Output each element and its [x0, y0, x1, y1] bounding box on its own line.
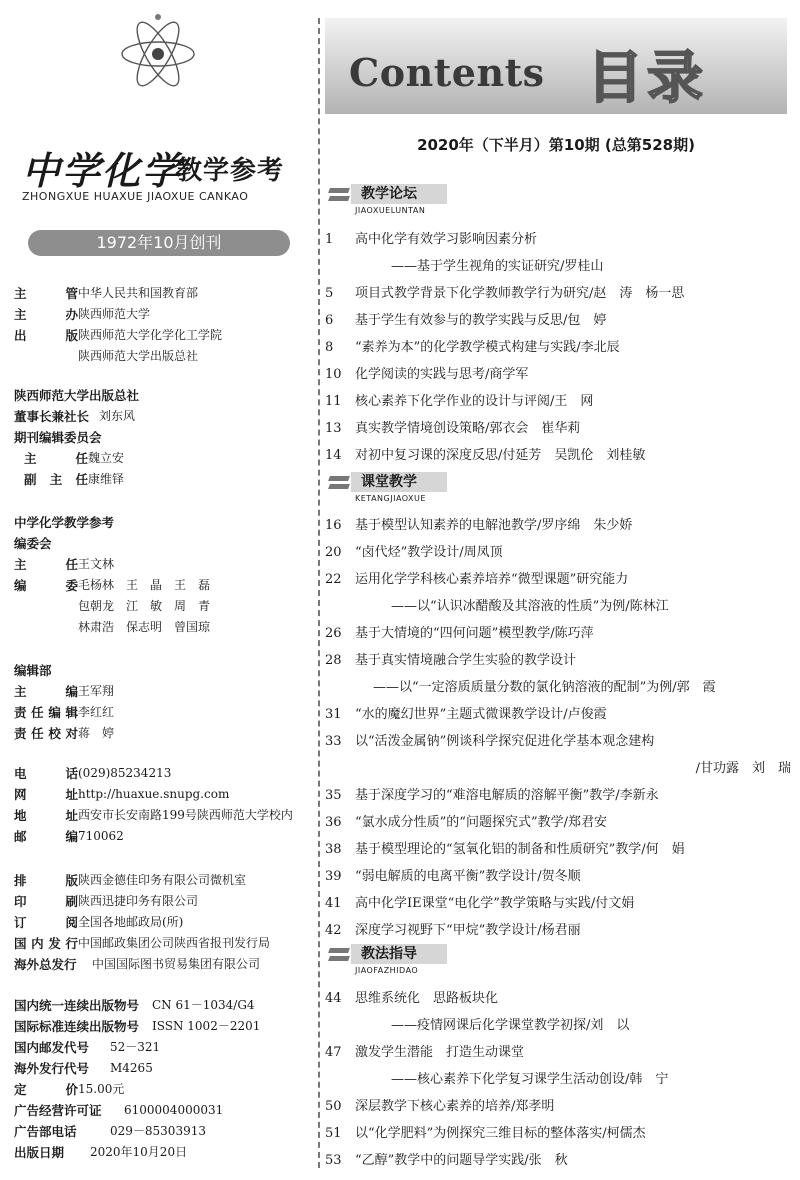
toc-title: “弱电解质的电离平衡”教学设计/贺冬顺 — [355, 869, 581, 884]
toc-title: 深度学习视野下“甲烷”教学设计/杨君丽 — [355, 923, 581, 938]
info-value: 陕西师范大学出版总社 — [78, 349, 199, 363]
toc-page: 11 — [325, 394, 342, 409]
info-value: 魏立安 — [88, 451, 125, 465]
journal-logo — [22, 138, 302, 204]
toc-entry[interactable] — [325, 755, 793, 782]
toc-entry[interactable] — [325, 280, 793, 307]
printing-block — [14, 870, 270, 975]
info-value: 52－321 — [110, 1040, 161, 1054]
press-org: 陕西师范大学出版总社 — [14, 388, 140, 403]
info-key: 网 址 — [14, 787, 78, 802]
contents-title-zh: 目录 — [587, 46, 707, 111]
info-key: 主 办 — [14, 307, 78, 322]
contact-block — [14, 763, 293, 847]
toc-subtitle: ——核心素养下化学复习课学生活动创设/韩 宁 — [391, 1072, 669, 1087]
toc-entry[interactable] — [325, 226, 793, 253]
toc-list-section-2 — [325, 512, 793, 944]
toc-entry[interactable] — [325, 647, 793, 674]
info-value: 全国各地邮政局(所) — [78, 915, 184, 929]
section-title: 教法指导 — [351, 944, 447, 964]
board-heading: 编委会 — [14, 536, 52, 551]
toc-list-section-3 — [325, 985, 793, 1174]
toc-page: 28 — [325, 653, 342, 668]
section-header-ketang-jiaoxue — [325, 472, 465, 504]
section-title: 课堂教学 — [351, 472, 447, 492]
toc-page: 6 — [325, 313, 334, 328]
contents-column — [325, 0, 795, 1180]
toc-page: 53 — [325, 1153, 342, 1168]
toc-entry[interactable] — [325, 361, 793, 388]
toc-entry[interactable] — [325, 782, 793, 809]
dept-heading: 编辑部 — [14, 663, 52, 678]
toc-title: 基于大情境的“四何问题”模型教学/陈巧萍 — [355, 626, 594, 641]
toc-page: 33 — [325, 734, 342, 749]
info-value: 6100004000031 — [124, 1103, 224, 1117]
toc-entry[interactable] — [325, 1093, 793, 1120]
info-key: 海外总发行 — [14, 957, 77, 972]
toc-page: 5 — [325, 286, 334, 301]
toc-title: “素养为本”的化学教学模式构建与实践/李北辰 — [355, 340, 620, 355]
toc-entry[interactable] — [325, 1039, 793, 1066]
toc-entry[interactable] — [325, 809, 793, 836]
info-key: 广告部电话 — [14, 1124, 77, 1139]
toc-entry[interactable] — [325, 836, 793, 863]
info-value: 刘东风 — [99, 409, 136, 423]
editorial-office-block — [14, 660, 114, 744]
toc-title: 基于深度学习的“难溶电解质的溶解平衡”教学/李新永 — [355, 788, 659, 803]
toc-title: 真实教学情境创设策略/郭衣会 崔华莉 — [355, 421, 581, 436]
toc-title: 核心素养下化学作业的设计与评阅/王 网 — [355, 394, 594, 409]
section-header-jiaoxue-luntan — [325, 184, 465, 216]
toc-entry[interactable] — [325, 442, 793, 469]
toc-title: “氯水成分性质”的“问题探究式”教学/郑君安 — [355, 815, 607, 830]
committee-heading: 期刊编辑委员会 — [14, 430, 102, 445]
toc-page: 38 — [325, 842, 342, 857]
info-value: ISSN 1002－2201 — [152, 1019, 261, 1033]
section-bars-icon — [329, 188, 349, 202]
info-key: 海外发行代号 — [14, 1061, 90, 1076]
info-value: CN 61－1034/G4 — [152, 998, 255, 1012]
toc-entry[interactable] — [325, 566, 793, 593]
info-key: 主 任 — [24, 451, 88, 466]
info-key: 印 刷 — [14, 894, 78, 909]
toc-page: 42 — [325, 923, 342, 938]
toc-entry[interactable] — [325, 1147, 793, 1174]
info-key — [14, 346, 78, 367]
info-value: 中华人民共和国教育部 — [78, 286, 199, 300]
info-key: 订 阅 — [14, 915, 78, 930]
toc-title: “水的魔幻世界”主题式微课教学设计/卢俊霞 — [355, 707, 607, 722]
toc-page: 22 — [325, 572, 342, 587]
info-value: 029－85303913 — [110, 1124, 206, 1138]
toc-page: 35 — [325, 788, 342, 803]
toc-entry[interactable] — [325, 539, 793, 566]
info-key: 主 编 — [14, 684, 78, 699]
info-key: 出 版 — [14, 328, 78, 343]
info-key: 董事长兼社长 — [14, 409, 90, 424]
toc-title: “乙醇”教学中的问题导学实践/张 秋 — [355, 1153, 568, 1168]
toc-page: 14 — [325, 448, 342, 463]
toc-title: 深层教学下核心素养的培养/郑孝明 — [355, 1099, 555, 1114]
toc-page: 10 — [325, 367, 342, 382]
toc-authors: /甘功露 刘 瑞 — [695, 761, 791, 776]
info-key: 电 话 — [14, 766, 78, 781]
toc-page: 1 — [325, 232, 334, 247]
info-value: 中国邮政集团公司陕西省报刊发行局 — [78, 936, 271, 950]
info-key: 出版日期 — [14, 1145, 65, 1160]
toc-title: 激发学生潜能 打造生动课堂 — [355, 1045, 525, 1060]
toc-entry[interactable] — [325, 1120, 793, 1147]
postcode-value: 710062 — [78, 829, 124, 843]
toc-list-section-1 — [325, 226, 793, 469]
info-value: 康维铎 — [88, 472, 125, 486]
toc-title: 运用化学学科核心素养培养“微型课题”研究能力 — [355, 572, 629, 587]
toc-entry[interactable] — [325, 1012, 793, 1039]
info-value: 蒋 婷 — [78, 726, 115, 740]
info-key: 定 价 — [14, 1082, 78, 1097]
info-key: 邮 编 — [14, 829, 78, 844]
toc-entry[interactable] — [325, 1066, 793, 1093]
section-header-jiaofa-zhidao — [325, 944, 465, 976]
info-key: 责任编辑 — [14, 705, 78, 720]
toc-subtitle: ——疫情网课后化学课堂教学初探/刘 以 — [391, 1018, 630, 1033]
toc-title: 化学阅读的实践与思考/商学军 — [355, 367, 529, 382]
info-key: 排 版 — [14, 873, 78, 888]
toc-entry[interactable] — [325, 890, 793, 917]
toc-title: 基于模型认知素养的电解池教学/罗序绵 朱少娇 — [355, 518, 633, 533]
section-pinyin: JIAOFAZHIDAO — [355, 966, 419, 975]
toc-page: 8 — [325, 340, 334, 355]
toc-entry[interactable] — [325, 307, 793, 334]
toc-entry[interactable] — [325, 674, 793, 701]
board-members: 包朝龙 江 敏 周 青 — [78, 599, 211, 613]
toc-title: 高中化学有效学习影响因素分析 — [355, 232, 538, 247]
info-key: 国际标准连续出版物号 — [14, 1019, 140, 1034]
toc-page: 51 — [325, 1126, 342, 1141]
info-key: 国内统一连续出版物号 — [14, 998, 140, 1013]
toc-page: 20 — [325, 545, 342, 560]
column-divider — [318, 18, 320, 1168]
toc-entry[interactable] — [325, 728, 793, 755]
toc-title: 项目式教学背景下化学教师教学行为研究/赵 涛 杨一思 — [355, 286, 685, 301]
atom-icon — [118, 10, 198, 90]
info-key: 广告经营许可证 — [14, 1103, 102, 1118]
toc-page: 36 — [325, 815, 342, 830]
info-value: 李红红 — [78, 705, 115, 719]
toc-entry[interactable] — [325, 253, 793, 280]
toc-entry[interactable] — [325, 985, 793, 1012]
toc-entry[interactable] — [325, 334, 793, 361]
section-bars-icon — [329, 948, 349, 962]
toc-page: 31 — [325, 707, 342, 722]
info-key: 国内邮发代号 — [14, 1040, 90, 1055]
toc-entry[interactable] — [325, 863, 793, 890]
toc-page: 41 — [325, 896, 342, 911]
toc-page: 16 — [325, 518, 342, 533]
section-title: 教学论坛 — [351, 184, 447, 204]
editorial-board-block — [14, 512, 210, 638]
issue-number: 2020年（下半月）第10期 (总第528期) — [417, 136, 695, 154]
toc-entry[interactable] — [325, 701, 793, 728]
toc-page: 13 — [325, 421, 342, 436]
info-key: 编 委 — [14, 578, 78, 593]
price-value: 15.00元 — [78, 1082, 125, 1096]
toc-subtitle: ——基于学生视角的实证研究/罗桂山 — [391, 259, 604, 274]
board-members: 毛杨林 王 晶 王 磊 — [78, 578, 211, 592]
toc-entry[interactable] — [325, 415, 793, 442]
journal-name: 中学化学教学参考 — [14, 515, 115, 530]
info-value: 陕西师范大学 — [78, 307, 151, 321]
toc-entry[interactable] — [325, 917, 793, 944]
logo-pinyin: ZHONGXUE HUAXUE JIAOXUE CANKAO — [22, 190, 249, 203]
info-value: 陕西师范大学化学化工学院 — [78, 328, 223, 342]
section-pinyin: JIAOXUELUNTAN — [355, 206, 426, 215]
toc-entry[interactable] — [325, 593, 793, 620]
contents-banner — [325, 18, 787, 114]
info-value: 陕西迅捷印务有限公司 — [78, 894, 199, 908]
publisher-block — [14, 283, 222, 367]
info-key: 责任校对 — [14, 726, 78, 741]
info-key: 国内发行 — [14, 936, 78, 951]
toc-entry[interactable] — [325, 512, 793, 539]
toc-page: 50 — [325, 1099, 342, 1114]
toc-entry[interactable] — [325, 620, 793, 647]
toc-page: 26 — [325, 626, 342, 641]
info-value: M4265 — [110, 1061, 153, 1075]
toc-page: 44 — [325, 991, 342, 1006]
info-value: 中国国际图书贸易集团有限公司 — [92, 957, 261, 971]
section-bars-icon — [329, 476, 349, 490]
section-pinyin: KETANGJIAOXUE — [355, 494, 426, 503]
toc-subtitle: ——以“认识冰醋酸及其溶液的性质”为例/陈林江 — [391, 599, 669, 614]
toc-page: 39 — [325, 869, 342, 884]
website-link[interactable]: http://huaxue.snupg.com — [78, 787, 230, 801]
contents-title-en: Contents — [349, 50, 545, 95]
info-value: 陕西金德佳印务有限公司微机室 — [78, 873, 247, 887]
logo-title-cn: 中学化学 — [22, 148, 183, 193]
info-key: 副 主 任 — [24, 472, 88, 487]
toc-title: 高中化学IE课堂“电化学”教学策略与实践/付文娟 — [355, 896, 635, 911]
phone-value: (029)85234213 — [78, 766, 172, 780]
toc-title: 以“化学肥料”为例探究三维目标的整体落实/柯儒杰 — [355, 1126, 646, 1141]
toc-title: “卤代烃”教学设计/周凤顶 — [355, 545, 503, 560]
toc-entry[interactable] — [325, 388, 793, 415]
toc-title: 以“活泼金属钠”例谈科学探究促进化学基本观念建构 — [355, 734, 655, 749]
pub-date-value: 2020年10月20日 — [90, 1145, 188, 1159]
address-value: 西安市长安南路199号陕西师范大学校内 — [78, 808, 293, 822]
registration-block — [14, 995, 260, 1163]
info-value: 王军翔 — [78, 684, 115, 698]
toc-title: 基于模型理论的“氢氧化铝的制备和性质研究”教学/何 娟 — [355, 842, 685, 857]
info-key: 主 任 — [14, 557, 78, 572]
toc-title: 思维系统化 思路板块化 — [355, 991, 499, 1006]
toc-title: 对初中复习课的深度反思/付延芳 吴凯伦 刘桂敏 — [355, 448, 646, 463]
info-key: 地 址 — [14, 808, 78, 823]
info-key: 主 管 — [14, 286, 78, 301]
masthead-column — [0, 0, 312, 1180]
logo-title-cn2: 教学参考 — [176, 156, 285, 186]
founded-badge: 1972年10月创刊 — [28, 230, 290, 256]
toc-subtitle: ——以“一定溶质质量分数的氯化钠溶液的配制”为例/郭 霞 — [373, 680, 716, 695]
toc-title: 基于真实情境融合学生实验的教学设计 — [355, 653, 577, 668]
board-members: 林肃浩 保志明 曾国琼 — [78, 620, 211, 634]
press-block — [14, 385, 139, 490]
toc-title: 基于学生有效参与的教学实践与反思/包 婷 — [355, 313, 607, 328]
info-value: 王文林 — [78, 557, 115, 571]
toc-page: 47 — [325, 1045, 342, 1060]
